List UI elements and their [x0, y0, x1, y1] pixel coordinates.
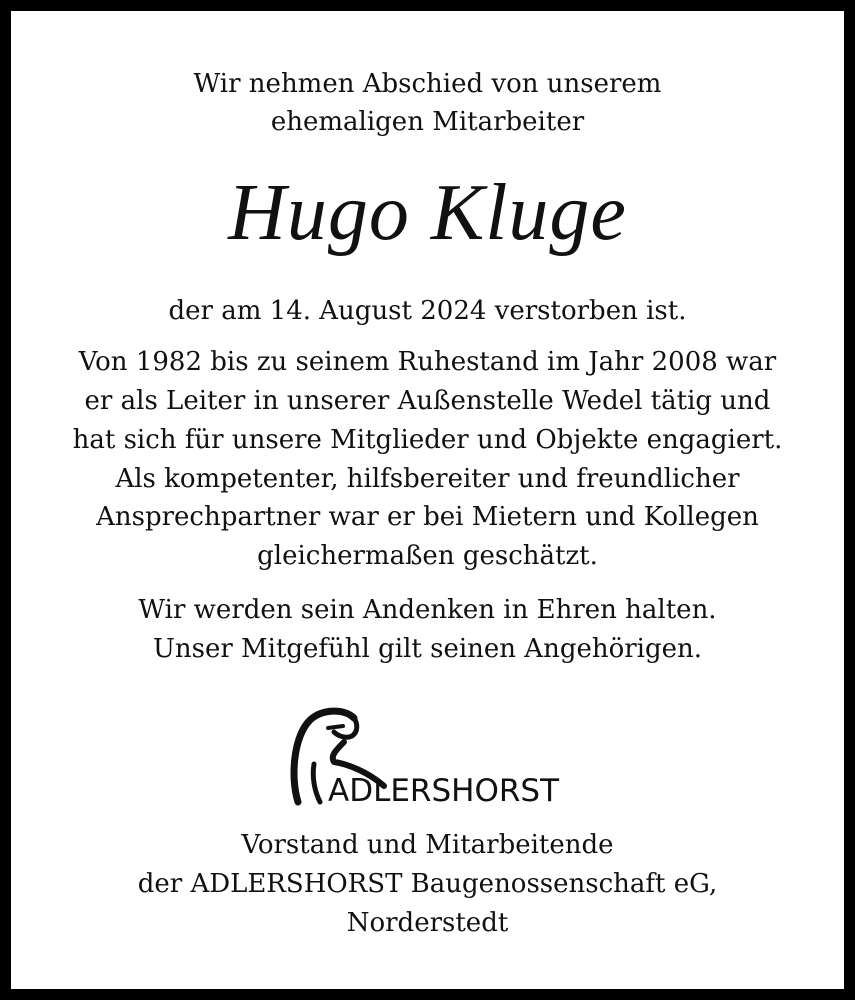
intro-line-2: ehemaligen Mitarbeiter: [270, 107, 585, 137]
tribute-line-6: gleichermaßen geschätzt.: [257, 541, 598, 571]
signature-line-1: Vorstand und Mitarbeitende: [241, 830, 614, 860]
intro-line-1: Wir nehmen Abschied von unserem: [193, 69, 662, 99]
tribute-line-5: Ansprechpartner war er bei Mietern und Kollegen: [96, 502, 759, 532]
deceased-name: Hugo Kluge: [228, 169, 627, 257]
tribute-line-4: Als kompetenter, hilfsbereiter und freundlicher: [115, 464, 740, 494]
tribute-line-2: er als Leiter in unserer Außenstelle Wedel tätig und: [84, 386, 771, 416]
closing-line-1: Wir werden sein Andenken in Ehren halten.: [138, 595, 717, 625]
logo-wordmark: ADLERSHORST: [328, 773, 560, 809]
closing-line-2: Unser Mitgefühl gilt seinen Angehörigen.: [152, 634, 703, 664]
tribute-line-3: hat sich für unsere Mitglieder und Objekte engagiert.: [72, 425, 783, 455]
death-date-line: der am 14. August 2024 verstorben ist.: [168, 296, 687, 326]
tribute-line-1: Von 1982 bis zu seinem Ruhestand im Jahr 2008 war: [78, 347, 777, 377]
signature-line-2: der ADLERSHORST Baugenossenschaft eG,: [137, 869, 718, 899]
adlershorst-logo: [288, 706, 568, 814]
signature-line-3: Norderstedt: [346, 908, 509, 938]
